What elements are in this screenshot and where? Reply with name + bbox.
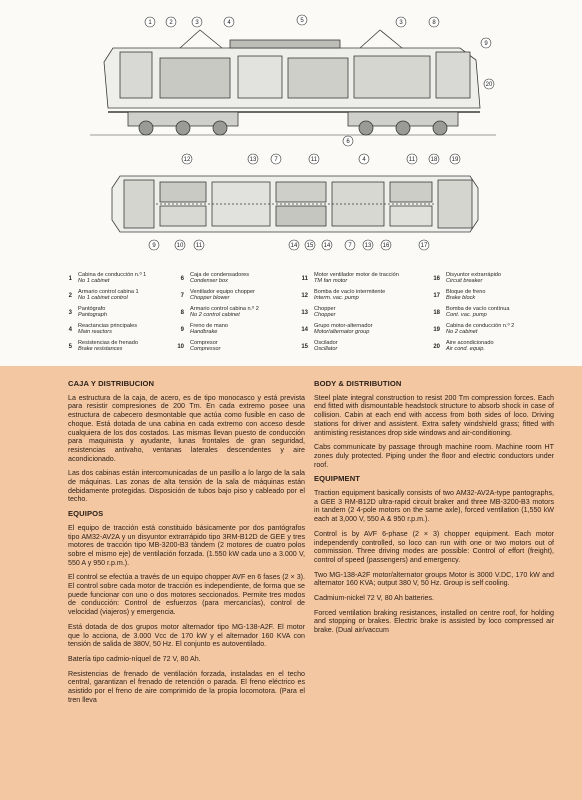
legend-number: 11 xyxy=(301,276,308,282)
legend-spanish: Disyuntor extrarrápido xyxy=(446,272,502,278)
legend-english: Air cond. equip. xyxy=(446,346,485,353)
side-elevation-drawing xyxy=(90,30,496,135)
legend-number: 12 xyxy=(301,293,308,299)
legend-spanish: Cabina de conducción n.º 1 xyxy=(78,272,147,278)
legend-spanish: Bomba de vacío intermitente xyxy=(314,289,386,295)
legend-number: 5 xyxy=(68,344,72,350)
legend-english: Chopper xyxy=(314,312,336,319)
legend-number: 1 xyxy=(68,276,72,282)
callout-label: 13 xyxy=(249,157,257,163)
paragraph: Two MG-138-A2F motor/alternator groups Motor is 3000 V.DC, 170 kW and alternator 160 KVA; output 380 V, 50 Hz. Group is self cooling. xyxy=(314,570,554,588)
legend-english: Cont. vac. pump xyxy=(446,312,487,319)
legend-spanish: Resistencias de frenado xyxy=(78,340,139,346)
plan-bottom-callouts xyxy=(149,240,429,250)
legend-number: 7 xyxy=(180,293,184,299)
legend-spanish: Oscilador xyxy=(314,340,338,346)
legend-english: Compressor xyxy=(190,346,221,353)
paragraph: Está dotada de dos grupos motor alternador tipo MG-138-A2F. El motor que lo acciona, de 3.000 Vcc de 170 kW y el alternador 160 KVA con tensión de salida de 380V, 50 Hz. El conjunto es autoventilado. xyxy=(68,622,305,649)
paragraph: Cabs communicate by passage through machine room. Machine room HT zones duly protected. Piping under the floor and electric conductors under roof. xyxy=(314,443,554,469)
paragraph: El equipo de tracción está constituido básicamente por dos pantógrafos tipo AM32-AV2A y un disyuntor extrarrápido tipo 3RM-B12D de GEE y tres motores de tracción tipo MB-3200-B3 tándem (2 motores de cuatro polos sobre el mismo eje) de ventilación forzada. (1.550 kW cada uno a 3.000 V, 550 A y 950 r.p.m.). xyxy=(68,523,305,567)
legend-number: 17 xyxy=(433,293,440,299)
paragraph: Las dos cabinas están intercomunicadas de un pasillo a lo largo de la sala de máquinas. Las zonas de alta tensión de la sala de máquinas están debidamente protegidas. Disposición de tubos bajo piso y cableado por el techo. xyxy=(68,469,305,504)
paragraph: Resistencias de frenado de ventilación forzada, instaladas en el techo central, garantizan el frenado de retención o parada. El freno eléctrico es asistido por el freno de aire comprimido de la propia locomotora. (Para el tren lleva xyxy=(68,669,305,704)
legend-number: 6 xyxy=(180,276,184,282)
callout-label: 5 xyxy=(300,18,304,24)
callout-label: 9 xyxy=(152,243,156,249)
callout-label: 12 xyxy=(183,157,191,163)
legend-spanish: Armario control cabina 1 xyxy=(78,289,139,295)
legend-spanish: Aire acondicionado xyxy=(446,340,494,346)
callout-label: 11 xyxy=(310,157,318,163)
section-heading: CAJA Y DISTRIBUCION xyxy=(68,379,155,388)
callout-label: 4 xyxy=(227,20,231,26)
legend-english: No 1 cabinet control xyxy=(78,295,128,302)
section-heading: EQUIPOS xyxy=(68,509,104,519)
paragraph: Cadmium-nickel 72 V, 80 Ah batteries. xyxy=(314,594,435,603)
legend-english: Oscillator xyxy=(314,346,338,353)
callout-label: 4 xyxy=(362,157,366,163)
legend-number: 19 xyxy=(433,327,440,333)
callout-label: 16 xyxy=(382,243,390,249)
callout-label: 13 xyxy=(364,243,372,249)
legend-english: Chopper blower xyxy=(190,295,230,302)
legend-spanish: Compresor xyxy=(190,340,218,346)
plan-top-callouts xyxy=(182,154,460,164)
legend-number: 4 xyxy=(68,327,72,333)
callout-label: 19 xyxy=(451,157,459,163)
legend-number: 13 xyxy=(301,310,308,316)
callout-label: 10 xyxy=(176,243,184,249)
legend-spanish: Ventilador equipo chopper xyxy=(190,289,255,295)
legend-number: 20 xyxy=(433,344,440,350)
legend-spanish: Cabina de conducción n.º 2 xyxy=(446,323,515,329)
description-panel xyxy=(0,366,582,800)
legend-number: 8 xyxy=(180,310,184,316)
legend-english: Brake block xyxy=(446,295,476,302)
paragraph: Batería tipo cadmio-níquel de 72 V, 80 Ah. xyxy=(68,654,201,663)
legend-english: Circuit breaker xyxy=(446,278,483,285)
paragraph: La estructura de la caja, de acero, es de tipo monocasco y está prevista para resistir compresiones de 200 Tm. En cada extremo posee una estructura de cabecero desmontable que actúa como fusible en caso de choque. Está dotada de una cabina en cada extremo con acceso desde cualquiera de los dos costados. Las mismas llevan puesto de conducción para maquinista y ayudante, lunas frontales de gran seguridad, resistencias antivaho, ventanas laterales descendentes y aire acondicionado. xyxy=(68,393,305,463)
legend-number: 18 xyxy=(433,310,440,316)
legend-english: Motor/alternator group xyxy=(314,329,370,336)
legend-english: Brake resistances xyxy=(78,346,123,353)
section-heading: BODY & DISTRIBUTION xyxy=(314,379,402,388)
paragraph: Control is by AVF 6-phase (2 × 3) chopper equipment. Each motor independently controlled, so loco can run with one or two motors out of commission. Three driving modes are possible: Control of effort (freight), control of speed (passengers) and emergency. xyxy=(314,529,554,564)
legend-spanish: Motor ventilador motor de tracción xyxy=(314,272,399,278)
callout-label: 11 xyxy=(195,243,203,249)
legend-number: 16 xyxy=(433,276,440,282)
callout-label: 15 xyxy=(306,243,314,249)
paragraph: Traction equipment basically consists of two AM32-AV2A-type pantographs, a GEE 3 RM-B12D ultra-rapid circuit braker and three MB-3200-B3 motors in tandem (2 4-pole motors on the same axle), forced ventilation (1,550 kW each at 3,000 V, 550 A & 950 r.p.m.). xyxy=(314,489,554,524)
legend-number: 2 xyxy=(68,293,72,299)
legend-number: 9 xyxy=(180,327,184,333)
legend-number: 15 xyxy=(301,344,308,350)
callout-label: 1 xyxy=(148,20,152,26)
callout-label: 6 xyxy=(346,139,350,145)
legend-english: Condenser box xyxy=(190,278,228,285)
callout-label: 14 xyxy=(290,243,298,249)
legend-english: Interm. vac. pump xyxy=(314,295,359,302)
paragraph: Steel plate integral construction to resist 200 Tm compression forces. Each end fitted with dismountable headstock structure to absorb shock in case of collision. Cabin at each end with access from both sides of loco. Driving stations for driver and assistent. Extra safety windshield grass; fitted with antimisting resistances drop side windows and air-conditioning. xyxy=(314,393,554,437)
locomotive-diagrams xyxy=(0,0,582,268)
callout-label: 2 xyxy=(169,20,173,26)
legend-spanish: Armario control cabina n.º 2 xyxy=(190,306,259,312)
callout-label: 14 xyxy=(323,243,331,249)
paragraph: Forced ventilation braking resistances, installed on centre roof, for holding and stopping or brakes. Electric brake is assisted by loco compressed air brake. (Dual air/vaccum xyxy=(314,608,554,635)
legend-spanish: Caja de condensadores xyxy=(190,272,250,278)
callout-label: 3 xyxy=(195,20,199,26)
legend-english: Main reactors xyxy=(78,329,112,336)
legend-english: No 2 control cabinet xyxy=(190,312,240,319)
plan-view-drawing xyxy=(112,176,478,232)
callout-label: 9 xyxy=(484,41,488,47)
legend-number: 3 xyxy=(68,310,72,316)
legend-english: Pantograph xyxy=(78,312,107,319)
callout-label: 7 xyxy=(274,157,278,163)
callout-label: 17 xyxy=(420,243,428,249)
legend-spanish: Bloque de freno xyxy=(446,289,486,295)
paragraph: El control se efectúa a través de un equipo chopper AVF en 6 fases (2 × 3). El control sobre cada motor de tracción es independiente, de forma que se puede funcionar con uno o dos motores seccionados. Permite tres modos de conducción: Control de esfuerzos (para mercancías), control de velocidad (viajeros) y emergencia. xyxy=(68,573,305,617)
callout-label: 20 xyxy=(485,82,493,88)
callout-label: 3 xyxy=(399,20,403,26)
english-column xyxy=(314,374,554,641)
callout-label: 11 xyxy=(408,157,416,163)
legend-spanish: Freno de mano xyxy=(190,323,228,329)
callout-label: 18 xyxy=(430,157,438,163)
spanish-column xyxy=(68,374,305,711)
legend-spanish: Reactancias principales xyxy=(78,323,138,329)
legend-spanish: Grupo motor-alternador xyxy=(314,323,373,329)
legend-number: 10 xyxy=(177,344,184,350)
legend-english: No 1 cabinet xyxy=(78,278,110,285)
section-heading: EQUIPMENT xyxy=(314,474,361,484)
legend-spanish: Pantógrafo xyxy=(78,306,106,312)
legend-english: No 2 cabinet xyxy=(446,329,478,336)
callout-label: 7 xyxy=(348,243,352,249)
legend-english: TM fan motor xyxy=(314,278,348,285)
callout-label: 8 xyxy=(432,20,436,26)
legend-spanish: Bomba de vacío contínua xyxy=(446,306,510,312)
legend-spanish: Chopper xyxy=(314,306,336,312)
legend-english: Handbrake xyxy=(190,329,218,336)
legend-number: 14 xyxy=(301,327,308,333)
